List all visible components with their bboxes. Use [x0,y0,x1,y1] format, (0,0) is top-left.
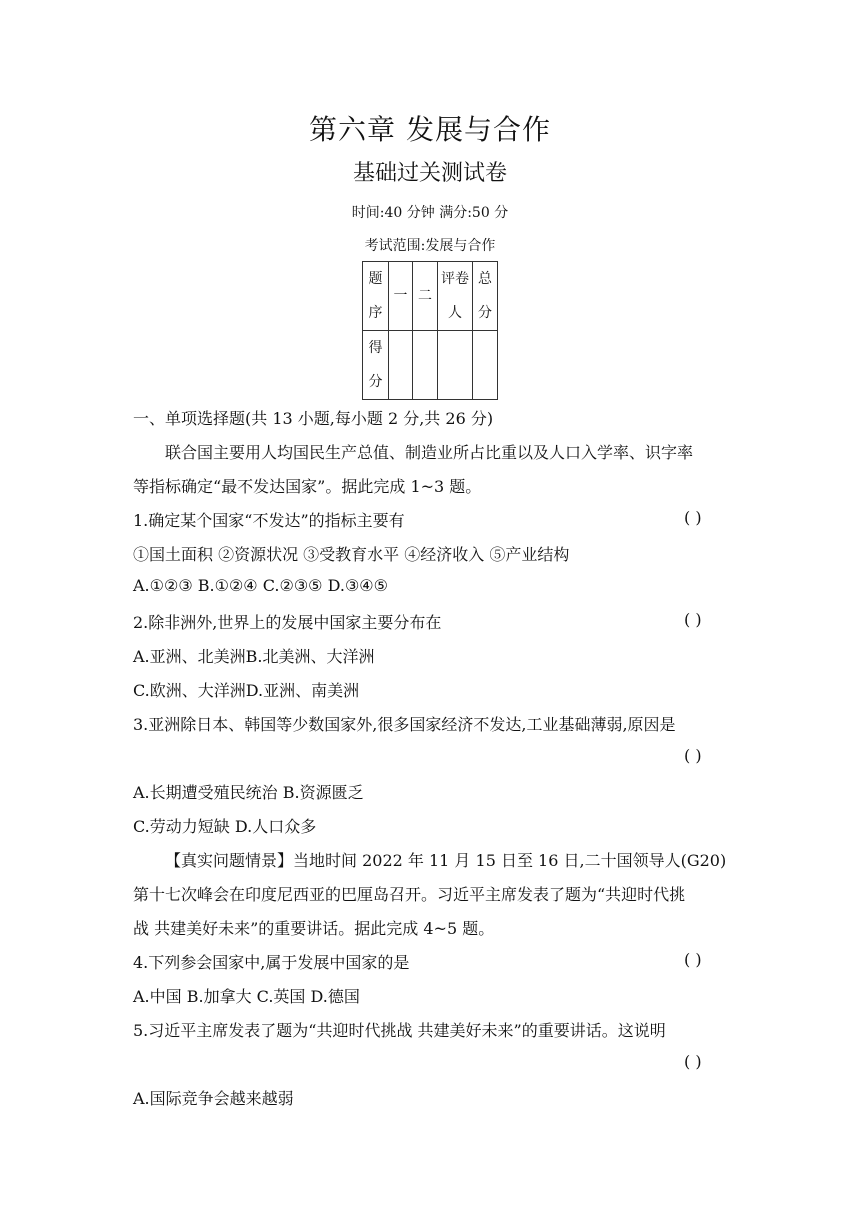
score-input-part2[interactable] [413,331,438,400]
q1-stem: 1.确定某个国家“不发达”的指标主要有 [133,511,405,530]
passage2-line2: 第十七次峰会在印度尼西亚的巴厘岛召开。习近平主席发表了题为“共迎时代挑 [133,885,686,904]
q4-stem: 4.下列参会国家中,属于发展中国家的是 [133,953,410,972]
q1-items: ①国土面积 ②资源状况 ③受教育水平 ④经济收入 ⑤产业结构 [133,545,570,564]
passage1-line1: 联合国主要用人均国民生产总值、制造业所占比重以及人口入学率、识字率 [165,443,694,462]
score-input-part1[interactable] [389,331,413,400]
q2-options-cd: C.欧洲、大洋洲D.亚洲、南美洲 [133,681,360,700]
q4-options: A.中国 B.加拿大 C.英国 D.德国 [133,987,360,1006]
q1-answer-paren[interactable]: ( ) [684,508,702,527]
q3-answer-paren[interactable]: ( ) [684,746,702,765]
passage2-line3: 战 共建美好未来”的重要讲话。据此完成 4~5 题。 [133,919,495,938]
score-input-total[interactable] [473,331,498,400]
q1-options: A.①②③ B.①②④ C.②③⑤ D.③④⑤ [133,576,388,595]
page-title: 第六章 发展与合作 [309,113,551,146]
score-cell-part1: 一 [389,262,413,331]
q5-option-a: A.国际竞争会越来越弱 [133,1089,294,1108]
q3-options-cd: C.劳动力短缺 D.人口众多 [133,817,317,836]
q3-options-ab: A.长期遭受殖民统治 B.资源匮乏 [133,783,364,802]
q5-stem: 5.习近平主席发表了题为“共迎时代挑战 共建美好未来”的重要讲话。这说明 [133,1021,666,1040]
score-cell-label: 得 分 [363,331,389,400]
score-input-grader[interactable] [438,331,473,400]
score-cell-grader: 评卷 人 [438,262,473,331]
exam-meta: 时间:40 分钟 满分:50 分 [351,205,509,221]
score-table-score-row [363,331,498,400]
score-cell-total: 总 分 [473,262,498,331]
page-subtitle: 基础过关测试卷 [352,161,507,186]
passage2-line1: 【真实问题情景】当地时间 2022 年 11 月 15 日至 16 日,二十国领导人(G20) [165,851,727,870]
section-heading: 一、单项选择题(共 13 小题,每小题 2 分,共 26 分) [133,409,494,428]
q4-answer-paren[interactable]: ( ) [684,950,702,969]
q2-answer-paren[interactable]: ( ) [684,610,702,629]
passage1-line2: 等指标确定“最不发达国家”。据此完成 1~3 题。 [133,477,482,496]
q2-stem: 2.除非洲外,世界上的发展中国家主要分布在 [133,613,442,632]
exam-scope: 考试范围:发展与合作 [364,238,496,254]
score-table [362,261,498,400]
q2-options-ab: A.亚洲、北美洲B.北美洲、大洋洲 [133,647,375,666]
score-table-header-row [363,262,498,331]
score-cell-order: 题 序 [363,262,389,331]
q3-stem: 3.亚洲除日本、韩国等少数国家外,很多国家经济不发达,工业基础薄弱,原因是 [133,715,676,734]
score-cell-part2: 二 [413,262,438,331]
q5-answer-paren[interactable]: ( ) [684,1052,702,1071]
